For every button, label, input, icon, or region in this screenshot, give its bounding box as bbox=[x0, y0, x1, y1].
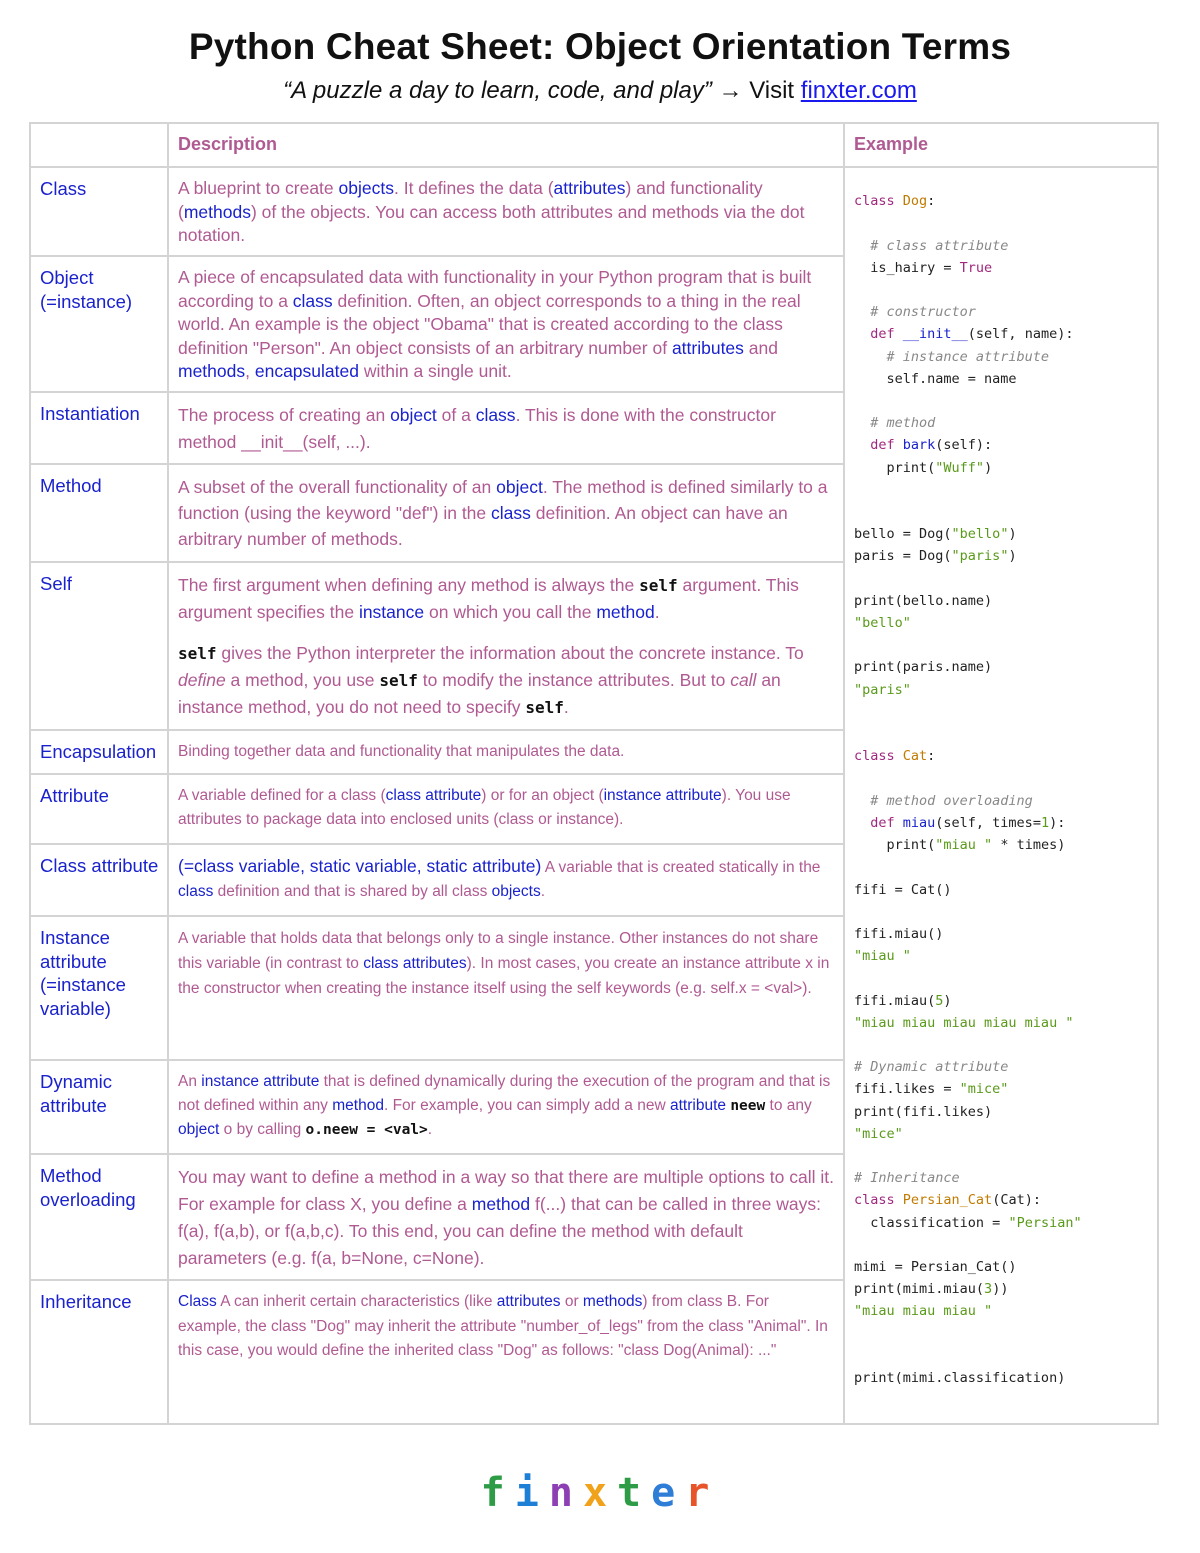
desc-attribute: A variable defined for a class (class attribute) or for an object (instance attribute). You use attributes to package data into enclosed units (class or instance). bbox=[168, 774, 844, 844]
term-dynamic-attribute: Dynamic attribute bbox=[30, 1060, 168, 1154]
desc-method-overloading: You may want to define a method in a way so that there are multiple options to call it. For example for class X, you define a method f(...) that can be called in three ways: f(a), f(a,b), or f(a,b,c). To this end, you can define the method with default parameters (e.g. f(a, b=None, c=None). bbox=[168, 1154, 844, 1280]
finxter-link[interactable]: finxter.com bbox=[800, 77, 917, 104]
term-instance-attribute: Instance attribute (=instance variable) bbox=[30, 916, 168, 1060]
term-class-attribute: Class attribute bbox=[30, 844, 168, 916]
example-code: class Dog: # class attribute is_hairy = True # constructor def __init__(self, name): # instance attribute self.name = name # method def bark(self): print("Wuff") bello = Dog("bello") paris = Dog("paris") print(bello.name) "bello" print(paris.name) "paris" class Cat: # method overloading def miau(self, times=1): print("miau " * times) fifi = Cat() fifi.miau() "miau " fifi.miau(5) "miau miau miau miau miau " # Dynamic attribute fifi.likes = "mice" print(fifi.likes) "mice" # Inheritance class Persian_Cat(Cat): classification = "Persian" mimi = Persian_Cat() print(mimi.miau(3)) "miau miau miau " print(mimi.classification) bbox=[854, 193, 1082, 1386]
desc-object: A piece of encapsulated data with functionality in your Python program that is built according to a class definition. Often, an object corresponds to a thing in the real world. An example is the object "Obama" that is created according to the class definition "Person". An object consists of an arbitrary number of attributes and methods, encapsulated within a single unit. bbox=[168, 256, 844, 392]
desc-self bbox=[168, 562, 844, 730]
subtitle-quote: “A puzzle a day to learn, code, and play” bbox=[283, 77, 712, 104]
desc-class-attribute: (=class variable, static variable, static attribute) A variable that is created statically in the class definition and that is shared by all class objects. bbox=[168, 844, 844, 916]
table-header-row bbox=[30, 123, 1158, 167]
logo-letter: e bbox=[651, 1470, 686, 1516]
page-subtitle bbox=[0, 77, 1200, 105]
desc-instance-attribute: A variable that holds data that belongs only to a single instance. Other instances do not share this variable (in contrast to class attributes). In most cases, you create an instance attribute x in the constructor when creating the instance itself using the self keywords (e.g. self.x = <val>). bbox=[168, 916, 844, 1060]
term-encapsulation: Encapsulation bbox=[30, 730, 168, 774]
term-inheritance: Inheritance bbox=[30, 1280, 168, 1424]
desc-instantiation: The process of creating an object of a class. This is done with the constructor method __init__(self, ...). bbox=[168, 392, 844, 464]
term-class: Class bbox=[30, 167, 168, 256]
desc-class: A blueprint to create objects. It defines the data (attributes) and functionality (methods) of the objects. You can access both attributes and methods via the dot notation. bbox=[168, 167, 844, 256]
desc-inheritance: Class A can inherit certain characteristics (like attributes or methods) from class B. For example, the class "Dog" may inherit the attribute "number_of_legs" from the class "Animal". In this case, you would define the inherited class "Dog" as follows: "class Dog(Animal): ..." bbox=[168, 1280, 844, 1424]
table-row bbox=[30, 167, 1158, 256]
logo-letter: r bbox=[685, 1470, 720, 1516]
desc-method: A subset of the overall functionality of an object. The method is defined similarly to a function (using the keyword "def") in the class definition. An object can have an arbitrary number of methods. bbox=[168, 464, 844, 562]
desc-self-paragraph-1: The first argument when defining any method is always the self argument. This argument specifies the instance on which you call the method. bbox=[178, 575, 799, 622]
example-code-cell bbox=[844, 167, 1158, 1424]
desc-dynamic-attribute: An instance attribute that is defined dynamically during the execution of the program and that is not defined within any method. For example, you can simply add a new attribute neew to any object o by calling o.neew = <val>. bbox=[168, 1060, 844, 1154]
term-object: Object (=instance) bbox=[30, 256, 168, 392]
description-header: Description bbox=[168, 123, 844, 167]
term-instantiation: Instantiation bbox=[30, 392, 168, 464]
terms-table bbox=[29, 122, 1159, 1425]
logo-letter: i bbox=[514, 1470, 549, 1516]
logo-letter: f bbox=[480, 1470, 515, 1516]
term-method-overloading: Method overloading bbox=[30, 1154, 168, 1280]
subtitle-visit: → Visit bbox=[711, 77, 801, 104]
logo-letter: n bbox=[548, 1470, 583, 1516]
example-header: Example bbox=[844, 123, 1158, 167]
term-method: Method bbox=[30, 464, 168, 562]
finxter-logo bbox=[0, 1470, 1200, 1516]
term-self: Self bbox=[30, 562, 168, 730]
page-title: Python Cheat Sheet: Object Orientation Terms bbox=[188, 26, 1012, 67]
desc-self-paragraph-2: self gives the Python interpreter the information about the concrete instance. To define a method, you use self to modify the instance attributes. But to call an instance method, you do not need to specify self. bbox=[178, 643, 804, 717]
logo-letter: t bbox=[617, 1470, 652, 1516]
logo-letter: x bbox=[582, 1470, 618, 1516]
desc-encapsulation: Binding together data and functionality that manipulates the data. bbox=[168, 730, 844, 774]
term-attribute: Attribute bbox=[30, 774, 168, 844]
header-empty-cell bbox=[30, 123, 168, 167]
